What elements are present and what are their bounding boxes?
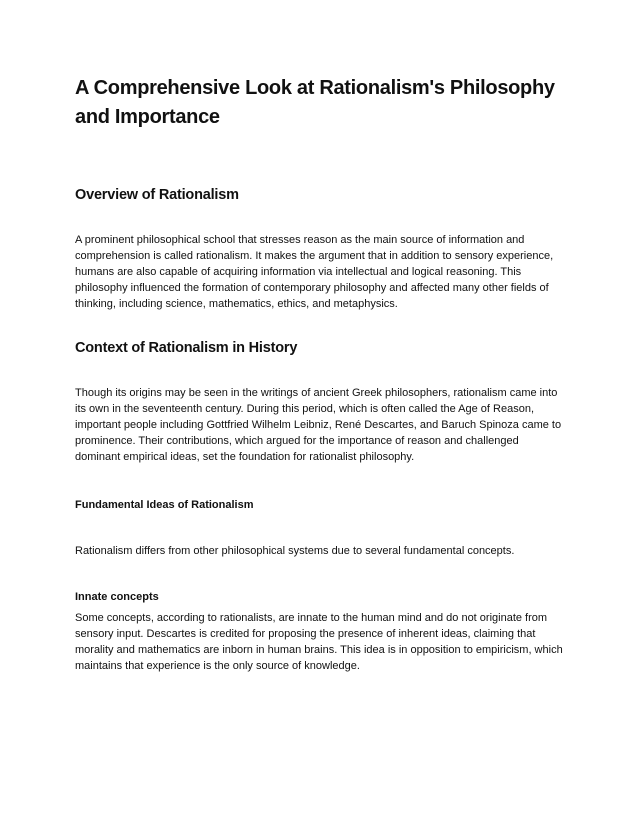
section-body-fundamental-ideas: Rationalism differs from other philosophical systems due to several fundamental concepts. (75, 545, 515, 557)
document-content (75, 74, 565, 674)
section-heading-overview: Overview of Rationalism (75, 187, 239, 203)
section-heading-fundamental-ideas: Fundamental Ideas of Rationalism (75, 499, 254, 511)
document-title: A Comprehensive Look at Rationalism's Philosophy and Importance (75, 77, 555, 128)
section-body-overview: A prominent philosophical school that stresses reason as the main source of information and comprehension is called rationalism. It makes the argument that in addition to sensory experience, humans are also capable of acquiring information via intellectual and logical reasoning. This philosophy influenced the formation of contemporary philosophy and affected many other fields of thinking, including science, mathematics, ethics, and metaphysics. (75, 234, 554, 310)
section-heading-innate-concepts: Innate concepts (75, 591, 159, 603)
section-heading-history: Context of Rationalism in History (75, 340, 298, 356)
section-body-history: Though its origins may be seen in the writings of ancient Greek philosophers, rationalism came into its own in the seventeenth century. During this period, which is often called the Age of Reason, important people including Gottfried Wilhelm Leibniz, René Descartes, and Baruch Spinoza came to prominence. Their contributions, which argued for the importance of reason and challenged dominant empirical ideas, set the foundation for rationalist philosophy. (75, 387, 562, 463)
section-body-innate-concepts: Some concepts, according to rationalists, are innate to the human mind and do not originate from sensory input. Descartes is credited for proposing the presence of inherent ideas, claiming that morality and mathematics are inborn in human brains. This idea is in opposition to empiricism, which maintains that experience is the only source of knowledge. (75, 612, 563, 672)
